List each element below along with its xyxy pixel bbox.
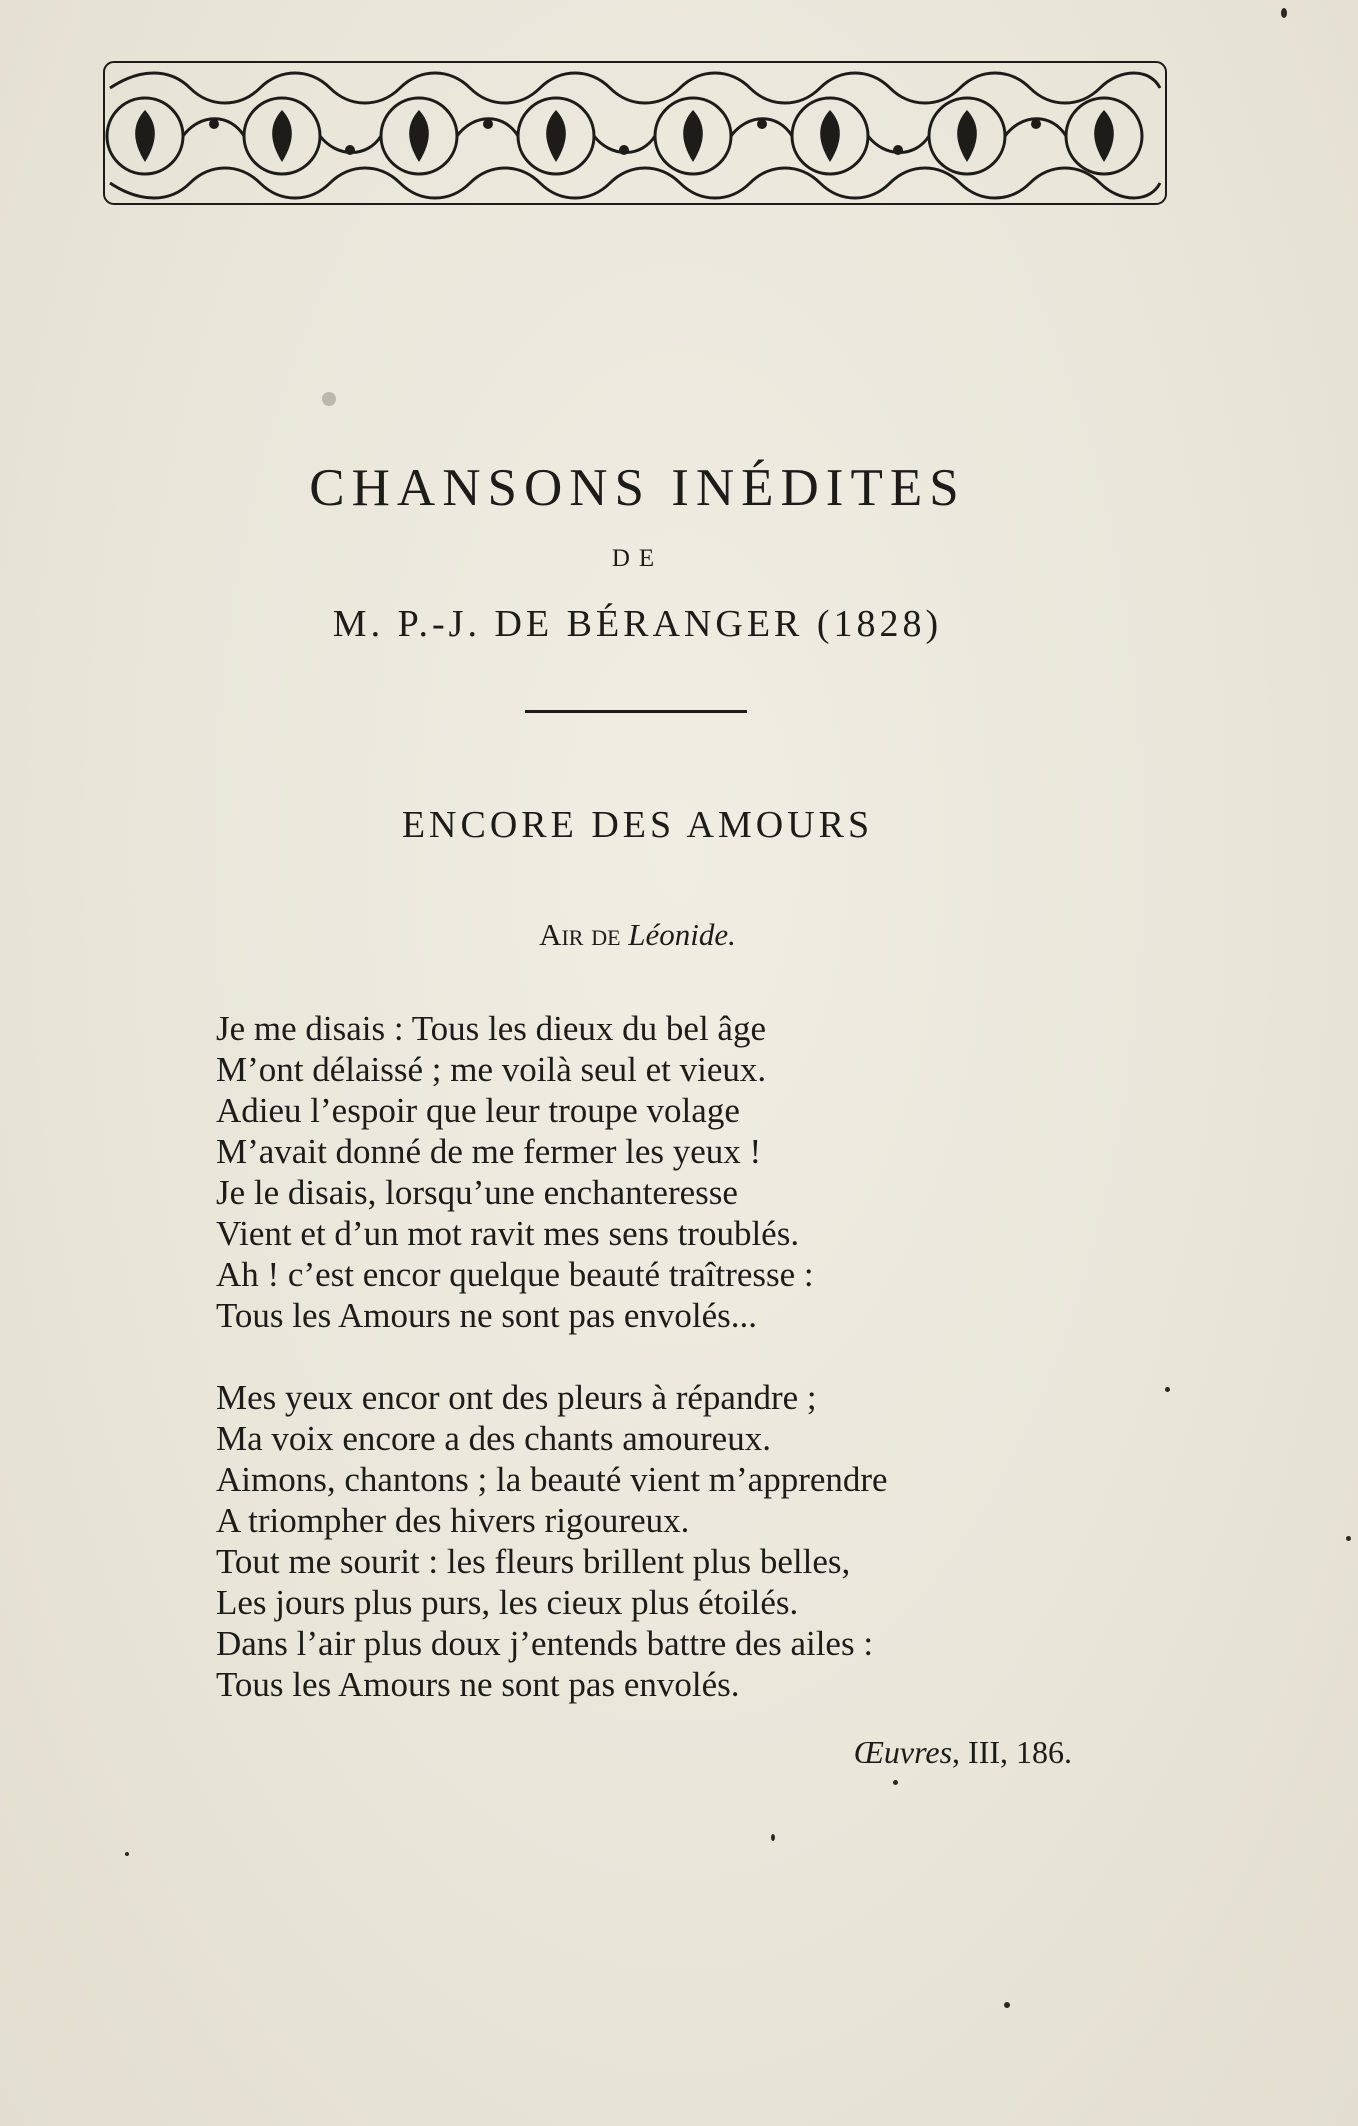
verse-line: Adieu l’espoir que leur troupe volage bbox=[216, 1091, 740, 1130]
verse-line: Dans l’air plus doux j’entends battre des ailes : bbox=[216, 1624, 874, 1663]
ink-speck bbox=[893, 1780, 898, 1785]
stanza-1 bbox=[216, 1008, 814, 1336]
title-divider bbox=[525, 710, 747, 713]
verse-line: Tous les Amours ne sont pas envolés. bbox=[216, 1665, 740, 1704]
tune-label: Air de bbox=[539, 917, 621, 952]
verse-line: Les jours plus purs, les cieux plus étoilés. bbox=[216, 1583, 799, 1622]
verse-line: A triompher des hivers rigoureux. bbox=[216, 1501, 690, 1540]
stanza-2 bbox=[216, 1377, 888, 1705]
verse-line: Mes yeux encor ont des pleurs à répandre ; bbox=[216, 1378, 817, 1417]
ink-speck bbox=[125, 1852, 129, 1856]
verse-line: M’avait donné de me fermer les yeux ! bbox=[216, 1132, 762, 1171]
floral-scroll-border-icon bbox=[100, 58, 1170, 208]
verse-line: Tout me sourit : les fleurs brillent plus belles, bbox=[216, 1542, 851, 1581]
song-title: ENCORE DES AMOURS bbox=[401, 804, 874, 846]
verse-line: Tous les Amours ne sont pas envolés... bbox=[216, 1296, 757, 1335]
author-line: M. P.-J. DE BÉRANGER (1828) bbox=[332, 603, 943, 645]
ink-speck bbox=[322, 392, 336, 406]
ink-speck bbox=[1004, 2002, 1010, 2008]
ink-speck bbox=[1165, 1387, 1170, 1392]
ink-speck bbox=[1281, 8, 1287, 18]
verse-line: Ma voix encore a des chants amoureux. bbox=[216, 1419, 771, 1458]
verse-line: Vient et d’un mot ravit mes sens troublés. bbox=[216, 1214, 800, 1253]
tune-name: Léonide. bbox=[628, 917, 736, 952]
ink-speck bbox=[1346, 1536, 1351, 1541]
verse-line: Je me disais : Tous les dieux du bel âge bbox=[216, 1009, 767, 1048]
verse-line: Je le disais, lorsqu’une enchanteresse bbox=[216, 1173, 738, 1212]
ink-speck bbox=[771, 1834, 775, 1841]
page-title: CHANSONS INÉDITES bbox=[309, 459, 966, 517]
source-reference: , III, 186. bbox=[952, 1734, 1072, 1770]
tune-line bbox=[0, 917, 1275, 953]
source-citation bbox=[854, 1734, 1072, 1771]
source-work: Œuvres bbox=[853, 1734, 953, 1770]
verse-line: Ah ! c’est encor quelque beauté traîtresse : bbox=[216, 1255, 814, 1294]
verse-line: M’ont délaissé ; me voilà seul et vieux. bbox=[216, 1050, 767, 1089]
verse-line: Aimons, chantons ; la beauté vient m’apprendre bbox=[216, 1460, 888, 1499]
title-preposition: DE bbox=[611, 545, 664, 572]
